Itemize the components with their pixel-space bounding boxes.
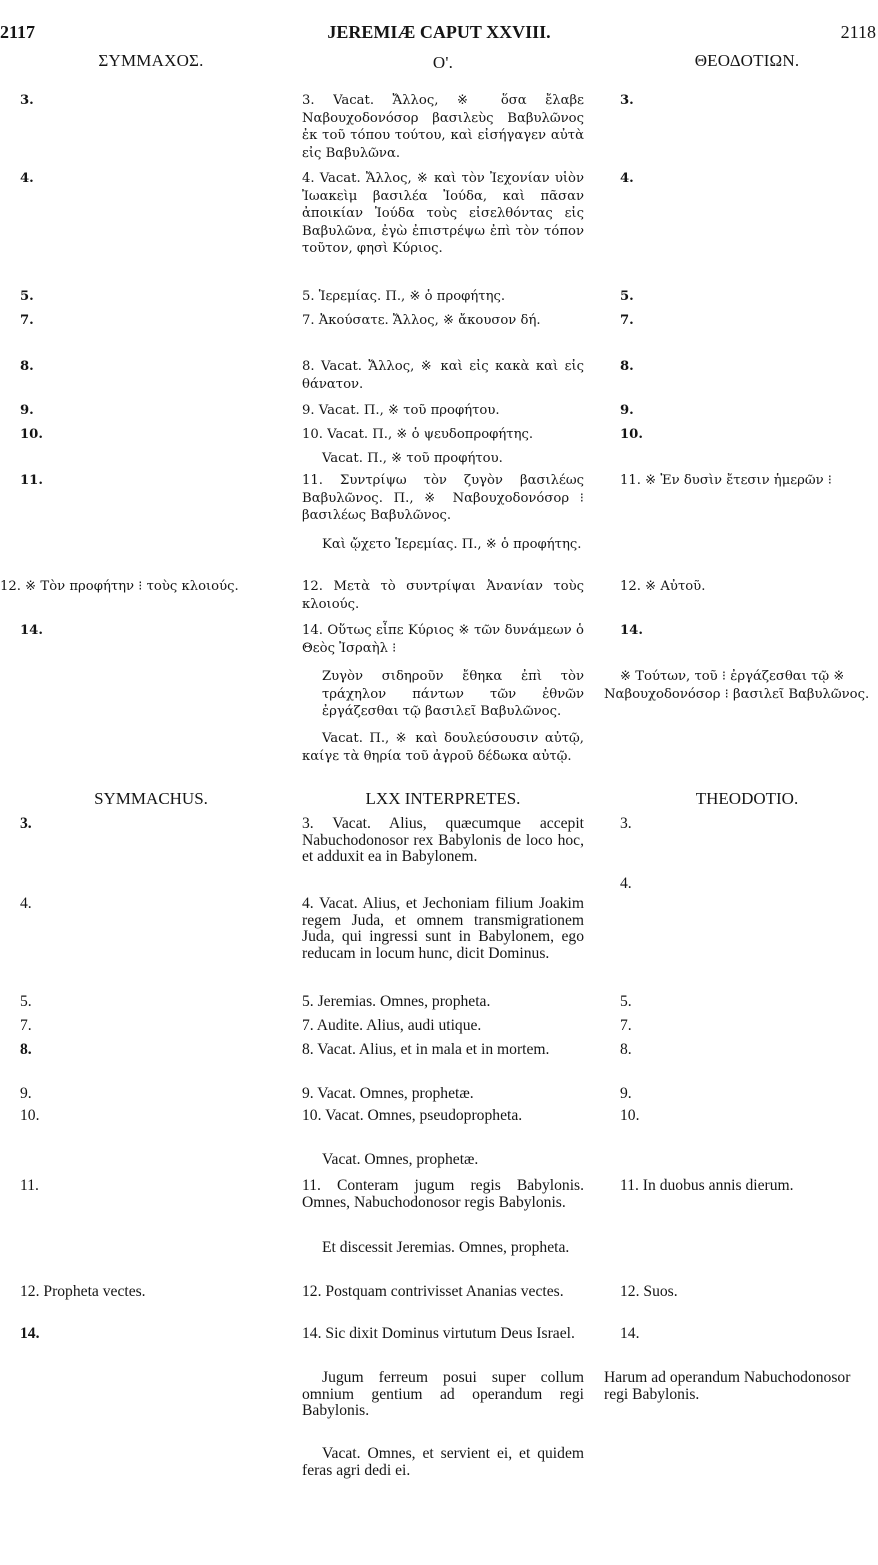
symmachus-cell: 11. — [20, 473, 43, 488]
symmachus-cell: 8. — [20, 1041, 32, 1058]
theodotion-cell: 12. ※ Αὐτοῦ. — [620, 579, 706, 594]
symmachus-cell: 14. — [20, 623, 43, 638]
lxx-cell: Ζυγὸν σιδηροῦν ἔθηκα ἐπὶ τὸν τράχηλον πάντων τῶν ἐθνῶν ἐργάζεσθαι τῷ βασιλεῖ Βαβυλῶνος. — [322, 669, 584, 720]
lxx-cell: 5. Ἱερεμίας. Π., ※ ὁ προφήτης. — [302, 289, 506, 304]
symmachus-cell: 9. — [20, 1085, 32, 1102]
column-header-symmachus-latin: SYMMACHUS. — [94, 789, 208, 808]
column-header-lxx-greek: Ο'. — [432, 53, 454, 72]
lxx-cell: 4. Vacat. Alius, et Jechoniam filium Joakim regem Juda, et omnem transmigrationem Juda, qui ingressi sunt in Babylonem, ego reducam in locum hunc, dicit Dominus. — [302, 895, 584, 962]
theodotio-cell: 14. — [620, 1325, 640, 1342]
column-header-lxx-latin: LXX INTERPRETES. — [365, 789, 521, 808]
theodotio-cell: 12. Suos. — [620, 1283, 678, 1300]
column-header-theodotio-latin: THEODOTIO. — [695, 789, 799, 808]
symmachus-cell: 14. — [20, 1325, 40, 1342]
page-title: JEREMIÆ CAPUT XXVIII. — [327, 22, 551, 42]
theodotio-cell: 9. — [620, 1085, 632, 1102]
lxx-cell: Vacat. Π., ※ καὶ δουλεύσουσιν αὐτῷ, καίγε τὰ θηρία τοῦ ἀγροῦ δέδωκα αὐτῷ. — [302, 731, 584, 764]
lxx-cell: 4. Vacat. Ἄλλος, ※ καὶ τὸν Ἰεχονίαν υἱὸν Ἰωακεὶμ βασιλέα Ἰούδα, καὶ πᾶσαν ἀποικίαν Ἰούδα τοὺς εἰσελθόντας εἰς Βαβυλῶνα, ἐγὼ ἐπιστρέψω ἐπὶ τὸν τόπον τοῦτον, φησὶ Κύριος. — [302, 171, 584, 257]
symmachus-cell: 9. — [20, 403, 34, 418]
column-header-symmachus-greek: ΣΥΜΜΑΧΟΣ. — [98, 51, 204, 70]
theodotio-cell: 11. In duobus annis dierum. — [620, 1177, 794, 1194]
symmachus-cell: 8. — [20, 359, 34, 374]
lxx-cell: 14. Sic dixit Dominus virtutum Deus Israel. — [302, 1325, 575, 1342]
symmachus-cell: 10. — [20, 1107, 40, 1124]
lxx-cell: Et discessit Jeremias. Omnes, propheta. — [322, 1239, 570, 1256]
lxx-cell: 3. Vacat. Ἄλλος, ※ ὅσα ἔλαβε Ναβουχοδονόσορ βασιλεὺς Βαβυλῶνος ἐκ τοῦ τόπου τούτου, καὶ εἰσήγαγεν αὐτὰ εἰς Βαβυλῶνα. — [302, 93, 584, 161]
symmachus-cell: 5. — [20, 993, 32, 1010]
theodotion-cell: 9. — [620, 403, 634, 418]
symmachus-cell: 10. — [20, 427, 43, 442]
lxx-cell: 8. Vacat. Alius, et in mala et in mortem. — [302, 1041, 550, 1058]
lxx-cell: 12. Μετὰ τὸ συντρίψαι Ἀνανίαν τοὺς κλοιούς. — [302, 579, 584, 612]
lxx-cell: 8. Vacat. Ἄλλος, ※ καὶ εἰς κακὰ καὶ εἰς θάνατον. — [302, 359, 584, 392]
symmachus-cell: 5. — [20, 289, 34, 304]
theodotion-cell: 10. — [620, 427, 643, 442]
theodotion-cell: 8. — [620, 359, 634, 374]
lxx-cell: Jugum ferreum posui super collum omnium gentium ad operandum regi Babylonis. — [302, 1369, 584, 1420]
theodotion-cell: ※ Τούτων, τοῦ ⁝ ἐργάζεσθαι τῷ ※ Ναβουχοδονόσορ ⁝ βασιλεῖ Βαβυλῶνος. — [604, 669, 870, 702]
lxx-cell: 9. Vacat. Omnes, prophetæ. — [302, 1085, 474, 1102]
theodotion-cell: 7. — [620, 313, 634, 328]
theodotion-cell: 14. — [620, 623, 643, 638]
lxx-cell: 10. Vacat. Omnes, pseudopropheta. — [302, 1107, 523, 1124]
column-header-theodotion-greek: ΘΕΟΔΟΤΙΩΝ. — [694, 51, 800, 70]
theodotio-cell: Harum ad operandum Nabuchodonosor regi Babylonis. — [604, 1369, 851, 1403]
lxx-cell: 7. Ἀκούσατε. Ἄλλος, ※ ἄκουσον δή. — [302, 313, 541, 328]
page-number-left: 2117 — [0, 22, 36, 42]
lxx-cell: 9. Vacat. Π., ※ τοῦ προφήτου. — [302, 403, 500, 418]
symmachus-cell: 12. ※ Τὸν προφήτην ⁝ τοὺς κλοιούς. — [0, 579, 239, 594]
lxx-cell: 12. Postquam contrivisset Ananias vectes. — [302, 1283, 564, 1300]
lxx-cell: 11. Συντρίψω τὸν ζυγὸν βασιλέως Βαβυλῶνος. Π., ※ Ναβουχοδονόσορ ⁝ βασιλέως Βαβυλῶνος. — [302, 473, 584, 524]
theodotion-cell: 3. — [620, 93, 634, 108]
lxx-cell: 11. Conteram jugum regis Babylonis. Omnes, Nabuchodonosor regis Babylonis. — [302, 1177, 584, 1211]
lxx-cell: 10. Vacat. Π., ※ ὁ ψευδοπροφήτης. — [302, 427, 534, 442]
lxx-cell: Vacat. Omnes, et servient ei, et quidem feras agri dedi ei. — [302, 1445, 584, 1479]
symmachus-cell: 11. — [20, 1177, 39, 1194]
page-number-right: 2118 — [840, 22, 876, 42]
symmachus-cell: 12. Propheta vectes. — [20, 1283, 146, 1300]
lxx-cell: 3. Vacat. Alius, quæcumque accepit Nabuchodonosor rex Babylonis de loco hoc, et adduxit ea in Babylonem. — [302, 815, 584, 866]
lxx-cell: 7. Audite. Alius, audi utique. — [302, 1017, 482, 1034]
theodotio-cell: 10. — [620, 1107, 640, 1124]
lxx-cell: 14. Οὕτως εἶπε Κύριος ※ τῶν δυνάμεων ὁ Θεὸς Ἰσραὴλ ⁝ — [302, 623, 584, 656]
theodotion-cell: 5. — [620, 289, 634, 304]
theodotion-cell: 4. — [620, 171, 634, 186]
theodotio-cell: 3. — [620, 815, 632, 832]
theodotion-cell: 11. ※ Ἐν δυσὶν ἔτεσιν ἡμερῶν ⁝ — [620, 473, 832, 488]
lxx-cell: Καὶ ᾤχετο Ἱερεμίας. Π., ※ ὁ προφήτης. — [322, 537, 582, 552]
theodotio-cell: 4. — [620, 875, 632, 892]
symmachus-cell: 3. — [20, 93, 34, 108]
lxx-cell: Vacat. Π., ※ τοῦ προφήτου. — [322, 451, 503, 466]
symmachus-cell: 4. — [20, 895, 32, 912]
theodotio-cell: 7. — [620, 1017, 632, 1034]
symmachus-cell: 7. — [20, 313, 34, 328]
theodotio-cell: 8. — [620, 1041, 632, 1058]
lxx-cell: 5. Jeremias. Omnes, propheta. — [302, 993, 491, 1010]
symmachus-cell: 7. — [20, 1017, 32, 1034]
theodotio-cell: 5. — [620, 993, 632, 1010]
symmachus-cell: 4. — [20, 171, 34, 186]
lxx-cell: Vacat. Omnes, prophetæ. — [322, 1151, 479, 1168]
symmachus-cell: 3. — [20, 815, 32, 832]
